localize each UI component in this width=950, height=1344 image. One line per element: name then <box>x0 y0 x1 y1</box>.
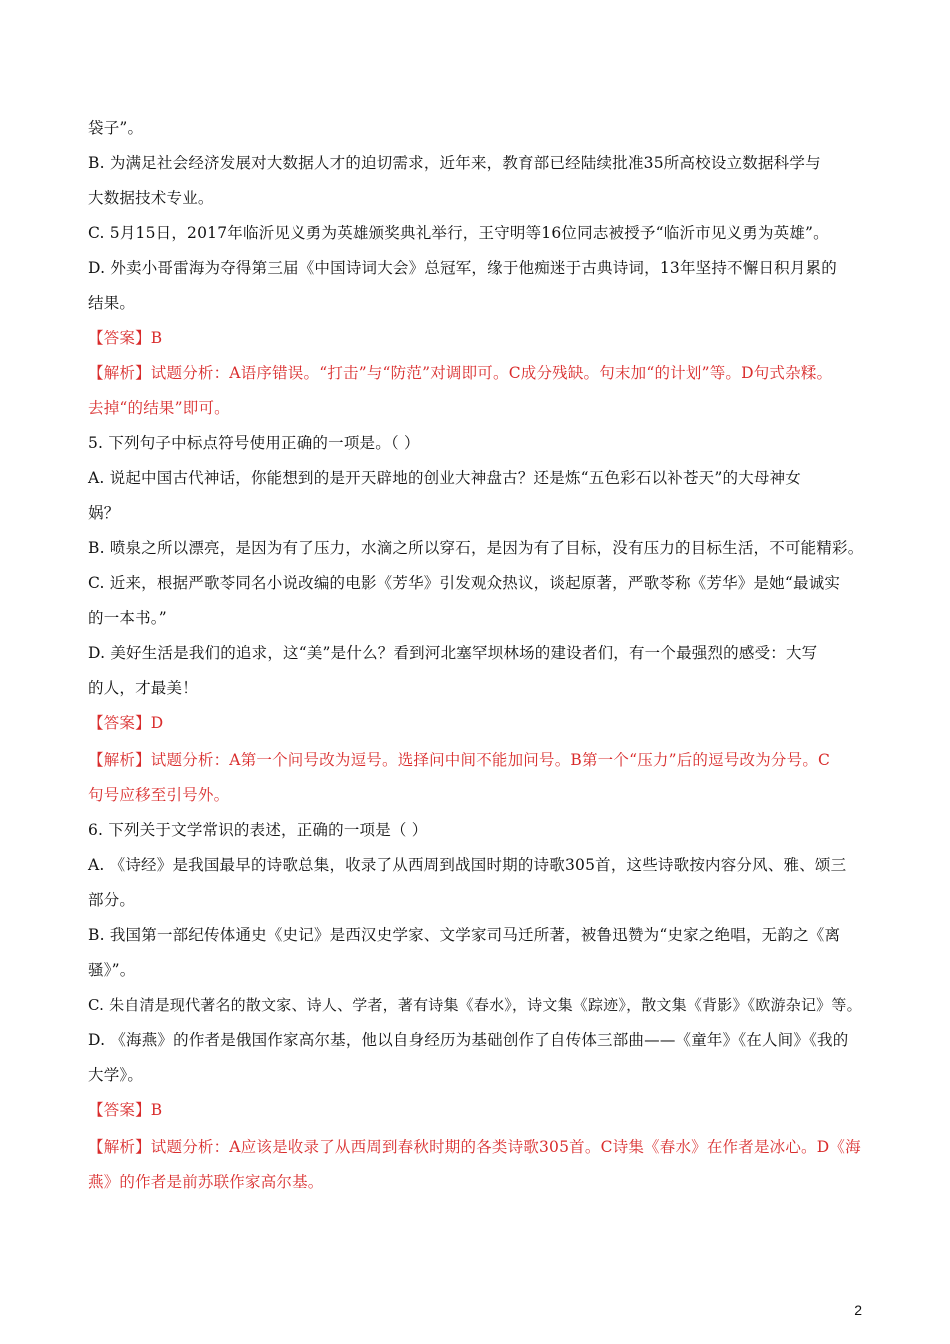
analysis-line: 【解析】试题分析：A应该是收录了从西周到春秋时期的各类诗歌305首。C诗集《春水》在作者是冰心。D《海 <box>88 1138 861 1156</box>
text-line: 骚》”。 <box>88 961 136 979</box>
page-number: 2 <box>854 1302 862 1318</box>
text-line: 大学》。 <box>88 1066 144 1084</box>
analysis-line: 句号应移至引号外。 <box>88 786 230 804</box>
option-c-line: C. 朱自清是现代著名的散文家、诗人、学者，著有诗集《春水》，诗文集《踪迹》，散文集《背影》《欧游杂记》等。 <box>88 996 862 1014</box>
option-b-line: B. 为满足社会经济发展对大数据人才的迫切需求，近年来，教育部已经陆续批准35所高校设立数据科学与 <box>88 154 821 172</box>
question-5: 5. 下列句子中标点符号使用正确的一项是。（ ） <box>88 434 420 452</box>
option-c-line: C. 5月15日，2017年临沂见义勇为英雄颁奖典礼举行，王守明等16位同志被授予“临沂市见义勇为英雄”。 <box>88 224 829 242</box>
option-c-line: C. 近来，根据严歌苓同名小说改编的电影《芳华》引发观众热议，谈起原著，严歌苓称《芳华》是她“最诚实 <box>88 574 841 592</box>
question-6: 6. 下列关于文学常识的表述，正确的一项是（ ） <box>88 821 428 839</box>
answer-line: 【答案】B <box>88 329 163 347</box>
text-line: 的人，才最美！ <box>88 679 198 697</box>
option-d-line: D. 美好生活是我们的追求，这“美”是什么？看到河北塞罕坝林场的建设者们，有一个最强烈的感受：大写 <box>88 644 818 662</box>
text-line: 娲？ <box>88 504 120 522</box>
analysis-line: 【解析】试题分析：A第一个问号改为逗号。选择问中间不能加问号。B第一个“压力”后的逗号改为分号。C <box>88 751 831 769</box>
option-b-line: B. 我国第一部纪传体通史《史记》是西汉史学家、文学家司马迁所著，被鲁迅赞为“史家之绝唱，无韵之《离 <box>88 926 841 944</box>
text-line: 袋子”。 <box>88 119 144 137</box>
option-d-line: D. 外卖小哥雷海为夺得第三届《中国诗词大会》总冠军，缘于他痴迷于古典诗词，13年坚持不懈日积月累的 <box>88 259 837 277</box>
text-line: 的一本书。” <box>88 609 167 627</box>
option-b-line: B. 喷泉之所以漂亮，是因为有了压力，水滴之所以穿石，是因为有了目标，没有压力的目标生活，不可能精彩。 <box>88 539 864 557</box>
option-a-line: A. 说起中国古代神话，你能想到的是开天辟地的创业大神盘古？还是炼“五色彩石以补苍天”的大母神女 <box>88 469 801 487</box>
text-line: 部分。 <box>88 891 136 909</box>
text-line: 结果。 <box>88 294 136 312</box>
answer-line: 【答案】D <box>88 714 164 732</box>
option-a-line: A. 《诗经》是我国最早的诗歌总集，收录了从西周到战国时期的诗歌305首，这些诗歌按内容分风、雅、颂三 <box>88 856 847 874</box>
answer-line: 【答案】B <box>88 1101 163 1119</box>
analysis-line: 燕》的作者是前苏联作家高尔基。 <box>88 1173 324 1191</box>
option-d-line: D. 《海燕》的作者是俄国作家高尔基，他以自身经历为基础创作了自传体三部曲——《童年》《在人间》《我的 <box>88 1031 849 1049</box>
analysis-line: 【解析】试题分析：A语序错误。“打击”与“防范”对调即可。C成分残缺。句末加“的计划”等。D句式杂糅。 <box>88 364 833 382</box>
text-line: 大数据技术专业。 <box>88 189 214 207</box>
analysis-line: 去掉“的结果”即可。 <box>88 399 230 417</box>
